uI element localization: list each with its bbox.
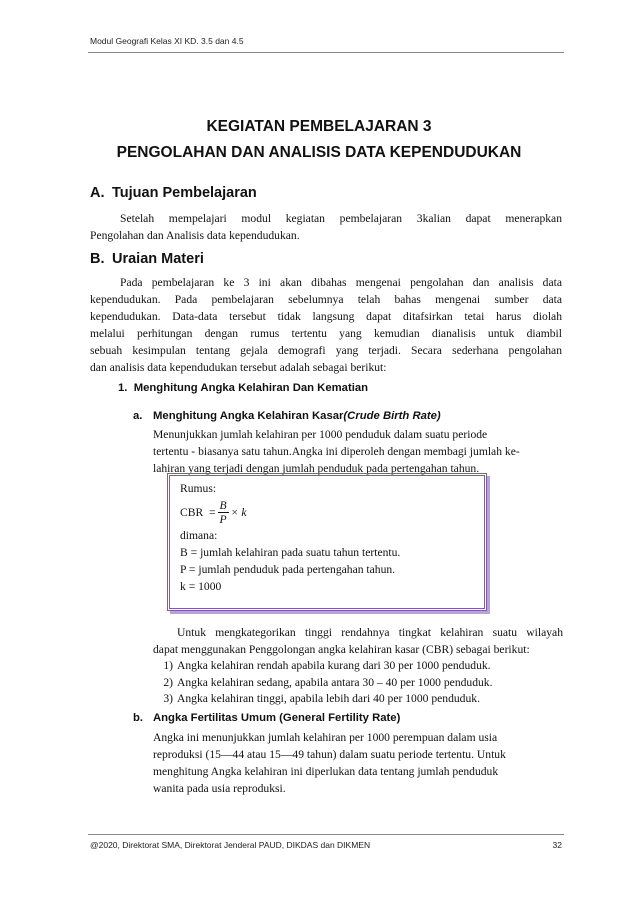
formula-expression [180, 497, 484, 527]
footer-copyright: @2020, Direktorat SMA, Direktorat Jenderal PAUD, DIKDAS dan DIKMEN [90, 840, 371, 850]
section-a-heading [90, 185, 257, 201]
description-line: reproduksi (15—44 atau 15—49 tahun) dalam suatu periode tertentu. Untuk [153, 748, 506, 761]
page-number: 32 [552, 840, 562, 850]
cbr-category-intro [153, 624, 563, 658]
subsection-1-number: 1. [118, 382, 128, 394]
item-a-heading [133, 410, 441, 422]
item-a-description [153, 426, 563, 477]
formula-definition: B = jumlah kelahiran pada suatu tahun tertentu. [180, 546, 401, 559]
item-b-heading [133, 712, 400, 724]
formula-box [167, 473, 487, 611]
item-b-number: b. [133, 712, 144, 724]
item-a-number: a. [133, 410, 143, 422]
paragraph-line: sebuah kesimpulan tentang gejala demografi yang terjadi. Secara sederhana pengolahan [90, 344, 562, 357]
section-b-paragraph [90, 274, 562, 376]
subsection-1-heading [118, 382, 368, 394]
section-a-title: Tujuan Pembelajaran [112, 185, 257, 201]
list-item: 1) Angka kelahiran rendah apabila kurang dari 30 per 1000 penduduk. [163, 659, 491, 672]
paragraph-line: melalui perhitungan dengan rumus tertentu yang kemudian dianalisis untuk diambil [90, 327, 562, 340]
description-line: Angka ini menunjukkan jumlah kelahiran per 1000 perempuan dalam usia [153, 731, 498, 744]
section-b-heading [90, 251, 204, 267]
paragraph-line: kependudukan. Pada pembelajaran sebelumnya telah bahas mengenai sumber data [90, 293, 562, 306]
formula-definition: P = jumlah penduduk pada pertengahan tahun. [180, 563, 396, 576]
item-b-description [153, 729, 563, 797]
section-a-number: A. [90, 185, 105, 201]
description-line: menghitung Angka kelahiran ini diperlukan data tentang jumlah penduduk [153, 765, 499, 778]
paragraph-line: Pengolahan dan Analisis data kependudukan. [90, 229, 300, 242]
formula-lhs: CBR [180, 505, 204, 519]
formula-multiplier: × k [230, 505, 247, 519]
paragraph-line: dapat menggunakan Penggolongan angka kelahiran kasar (CBR) sebagai berikut: [153, 643, 530, 656]
footer-divider [88, 834, 564, 835]
paragraph-line: Pada pembelajaran ke 3 ini akan dibahas mengenai pengolahan dan analisis data [120, 276, 562, 289]
formula-denominator: P [219, 512, 227, 526]
formula-label: Rumus: [180, 482, 217, 495]
cbr-category-list [153, 658, 563, 708]
description-line: tertentu - biasanya satu tahun.Angka ini diperoleh dengan membagi jumlah ke- [153, 445, 520, 458]
formula-definition: k = 1000 [180, 580, 222, 593]
description-line: wanita pada usia reproduksi. [153, 782, 286, 795]
formula-fraction [218, 499, 229, 526]
description-line: lahiran yang terjadi dengan jumlah penduduk pada pertengahan tahun. [153, 462, 480, 475]
item-a-title: Menghitung Angka Kelahiran Kasar [153, 410, 344, 422]
paragraph-line: Untuk mengkategorikan tinggi rendahnya tingkat kelahiran suatu wilayah [177, 626, 563, 639]
paragraph-line: Setelah mempelajari modul kegiatan pembelajaran 3kalian dapat menerapkan [120, 212, 562, 225]
paragraph-line: kependudukan. Data-data tersebut tidak langsung dapat ditafsirkan tetai harus diolah [90, 310, 562, 323]
formula-equals: = [209, 505, 216, 519]
chapter-title: KEGIATAN PEMBELAJARAN 3 [206, 118, 432, 135]
item-b-title: Angka Fertilitas Umum (General Fertility Rate) [153, 712, 401, 724]
chapter-subtitle: PENGOLAHAN DAN ANALISIS DATA KEPENDUDUKAN [116, 144, 522, 161]
paragraph-line: dan analisis data kependudukan tersebut adalah sebagai berikut: [90, 361, 387, 374]
header-divider [88, 52, 564, 53]
item-a-title-italic: (Crude Birth Rate) [343, 410, 441, 422]
formula-where-label: dimana: [180, 529, 218, 542]
running-header: Modul Geografi Kelas XI KD. 3.5 dan 4.5 [90, 36, 244, 46]
section-a-paragraph [90, 210, 562, 244]
description-line: Menunjukkan jumlah kelahiran per 1000 penduduk dalam suatu periode [153, 428, 488, 441]
list-item: 3) Angka kelahiran tinggi, apabila lebih dari 40 per 1000 penduduk. [163, 692, 480, 705]
list-item: 2) Angka kelahiran sedang, apabila antara 30 – 40 per 1000 penduduk. [163, 675, 493, 689]
section-b-number: B. [90, 251, 105, 267]
formula-numerator: B [219, 498, 227, 512]
section-b-title: Uraian Materi [112, 251, 204, 267]
subsection-1-title: Menghitung Angka Kelahiran Dan Kematian [133, 382, 369, 394]
